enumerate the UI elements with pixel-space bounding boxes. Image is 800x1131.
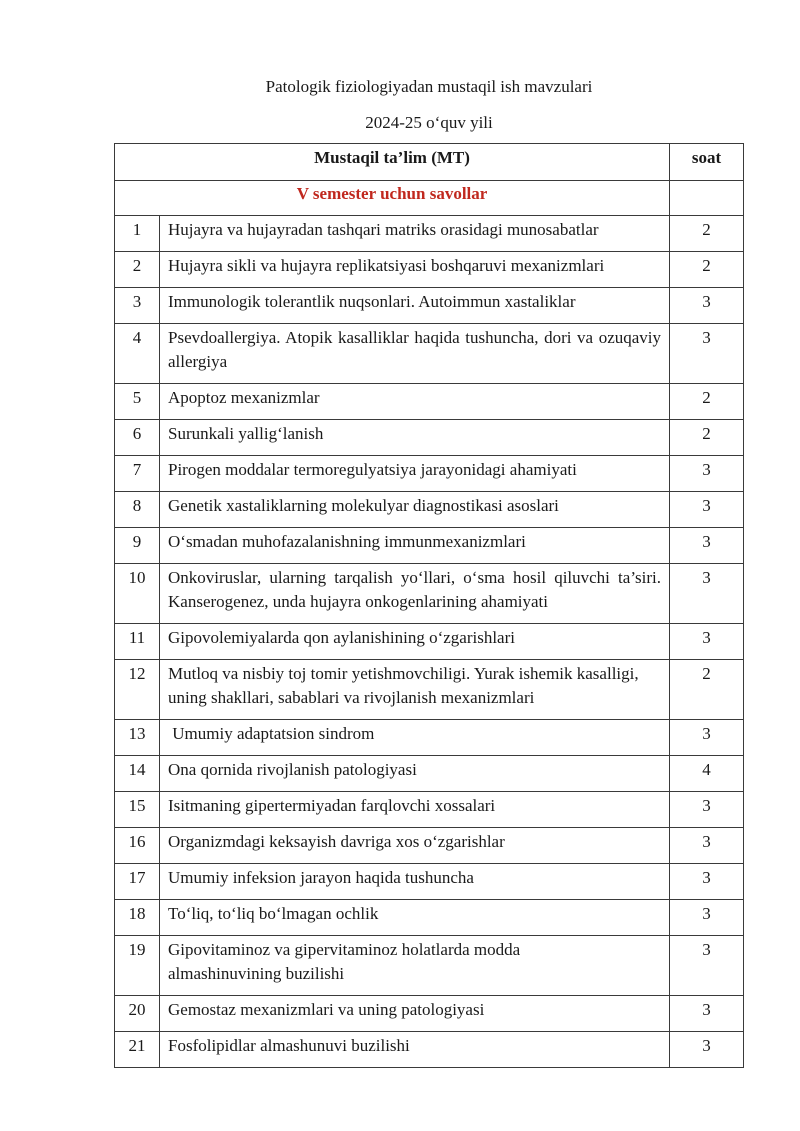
row-topic: Apoptoz mexanizmlar xyxy=(160,384,670,420)
header-topic: Mustaqil ta’lim (MT) xyxy=(115,144,670,181)
row-number: 19 xyxy=(115,936,160,996)
table-row xyxy=(115,384,744,420)
row-hours: 3 xyxy=(670,528,744,564)
row-hours: 3 xyxy=(670,624,744,660)
row-number: 8 xyxy=(115,492,160,528)
table-row xyxy=(115,756,744,792)
row-topic: Pirogen moddalar termoregulyatsiya jarayonidagi ahamiyati xyxy=(160,456,670,492)
row-number: 20 xyxy=(115,996,160,1032)
table-row xyxy=(115,624,744,660)
row-topic: Immunologik tolerantlik nuqsonlari. Autoimmun xastaliklar xyxy=(160,288,670,324)
row-hours: 3 xyxy=(670,792,744,828)
row-hours: 2 xyxy=(670,252,744,288)
row-hours: 2 xyxy=(670,420,744,456)
row-topic: Genetik xastaliklarning molekulyar diagnostikasi asoslari xyxy=(160,492,670,528)
page-subtitle: 2024-25 o‘quv yili xyxy=(365,113,493,132)
row-hours: 2 xyxy=(670,384,744,420)
row-topic: Fosfolipidlar almashunuvi buzilishi xyxy=(160,1032,670,1068)
row-hours: 3 xyxy=(670,564,744,624)
row-number: 7 xyxy=(115,456,160,492)
row-number: 1 xyxy=(115,216,160,252)
row-number: 3 xyxy=(115,288,160,324)
topics-table xyxy=(114,143,744,1068)
row-hours: 3 xyxy=(670,456,744,492)
semester-row xyxy=(115,181,744,216)
row-number: 5 xyxy=(115,384,160,420)
row-topic: Hujayra va hujayradan tashqari matriks orasidagi munosabatlar xyxy=(160,216,670,252)
table-row xyxy=(115,456,744,492)
row-hours: 3 xyxy=(670,492,744,528)
table-row xyxy=(115,420,744,456)
table-row xyxy=(115,996,744,1032)
row-number: 18 xyxy=(115,900,160,936)
table-row xyxy=(115,828,744,864)
row-number: 13 xyxy=(115,720,160,756)
header-hours: soat xyxy=(670,144,744,181)
row-hours: 3 xyxy=(670,900,744,936)
row-hours: 3 xyxy=(670,828,744,864)
row-number: 6 xyxy=(115,420,160,456)
row-number: 21 xyxy=(115,1032,160,1068)
page-title: Patologik fiziologiyadan mustaqil ish mavzulari xyxy=(265,77,593,96)
row-number: 12 xyxy=(115,660,160,720)
row-hours: 3 xyxy=(670,1032,744,1068)
row-number: 14 xyxy=(115,756,160,792)
row-number: 17 xyxy=(115,864,160,900)
semester-label: V semester uchun savollar xyxy=(115,181,670,216)
row-number: 2 xyxy=(115,252,160,288)
row-hours: 3 xyxy=(670,936,744,996)
table-row xyxy=(115,492,744,528)
row-number: 9 xyxy=(115,528,160,564)
table-header-row xyxy=(115,144,744,181)
table-row xyxy=(115,900,744,936)
row-number: 11 xyxy=(115,624,160,660)
row-topic: Surunkali yallig‘lanish xyxy=(160,420,670,456)
row-topic: Organizmdagi keksayish davriga xos o‘zgarishlar xyxy=(160,828,670,864)
row-topic: Gipovolemiyalarda qon aylanishining o‘zgarishlari xyxy=(160,624,670,660)
row-hours: 3 xyxy=(670,996,744,1032)
row-topic: To‘liq, to‘liq bo‘lmagan ochlik xyxy=(160,900,670,936)
table-row xyxy=(115,216,744,252)
row-hours: 3 xyxy=(670,720,744,756)
table-row xyxy=(115,792,744,828)
table-row xyxy=(115,564,744,624)
row-hours: 4 xyxy=(670,756,744,792)
row-hours: 3 xyxy=(670,288,744,324)
row-topic: Hujayra sikli va hujayra replikatsiyasi boshqaruvi mexanizmlari xyxy=(160,252,670,288)
row-topic: Psevdoallergiya. Atopik kasalliklar haqida tushuncha, dori va ozuqaviy allergiya xyxy=(160,324,670,384)
row-topic: Gipovitaminoz va gipervitaminoz holatlarda modda almashinuvining buzilishi xyxy=(160,936,670,996)
row-hours: 3 xyxy=(670,324,744,384)
row-number: 4 xyxy=(115,324,160,384)
row-topic: O‘smadan muhofazalanishning immunmexanizmlari xyxy=(160,528,670,564)
row-hours: 3 xyxy=(670,864,744,900)
row-topic: Umumiy infeksion jarayon haqida tushuncha xyxy=(160,864,670,900)
row-topic: Ona qornida rivojlanish patologiyasi xyxy=(160,756,670,792)
table-row xyxy=(115,936,744,996)
table-row xyxy=(115,528,744,564)
row-topic: Isitmaning gipertermiyadan farqlovchi xossalari xyxy=(160,792,670,828)
row-number: 10 xyxy=(115,564,160,624)
row-topic: Mutloq va nisbiy toj tomir yetishmovchiligi. Yurak ishemik kasalligi, uning shakllari, sabablari va rivojlanish mexanizmlari xyxy=(160,660,670,720)
row-topic: Gemostaz mexanizmlari va uning patologiyasi xyxy=(160,996,670,1032)
table-row xyxy=(115,864,744,900)
table-row xyxy=(115,252,744,288)
row-topic: Umumiy adaptatsion sindrom xyxy=(160,720,670,756)
row-topic: Onkoviruslar, ularning tarqalish yo‘llari, o‘sma hosil qiluvchi ta’siri. Kanserogenez, unda hujayra onkogenlarining ahamiyati xyxy=(160,564,670,624)
table-row xyxy=(115,324,744,384)
row-hours: 2 xyxy=(670,660,744,720)
table-row xyxy=(115,720,744,756)
semester-hours-empty xyxy=(670,181,744,216)
row-hours: 2 xyxy=(670,216,744,252)
row-number: 15 xyxy=(115,792,160,828)
table-row xyxy=(115,660,744,720)
table-row xyxy=(115,1032,744,1068)
table-row xyxy=(115,288,744,324)
row-number: 16 xyxy=(115,828,160,864)
